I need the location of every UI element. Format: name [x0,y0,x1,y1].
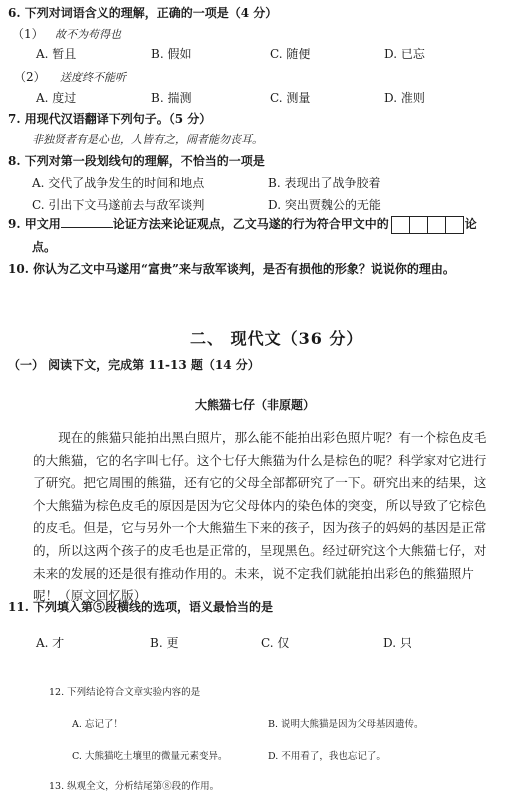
q12-option-a: A. 忘记了！ [72,719,123,730]
article-title: 大熊猫七仔（非原题） [195,398,316,412]
q6-sub2-option-d: D. 准则 [384,91,425,105]
q6-sub1-option-d: D. 已忘 [384,47,425,61]
q6-sub2-option-a: A. 度过 [36,91,77,105]
q11-stem: 11. 下列填入第⑤段横线的选项，语义最恰当的是 [8,600,274,614]
q11-option-b: B. 更 [150,636,179,650]
q11-option-a: A. 才 [36,636,65,650]
q7-stem: 7. 用现代汉语翻译下列句子。（5 分） [8,112,212,126]
q9-answer-boxes [391,216,463,234]
q8-stem: 8. 下列对第一段划线句的理解，不恰当的一项是 [8,154,265,168]
q11-option-c: C. 仅 [261,636,290,650]
q12-option-c: C. 大熊猫吃土壤里的微量元素变异。 [72,751,228,762]
answer-box [391,216,410,234]
q6-sub2-num: （2） [14,70,46,84]
q6-sub1-option-a: A. 暂且 [36,47,77,61]
q6-sub1-num: （1） [12,27,44,41]
q9-part3: 论 [464,217,477,231]
answer-box [445,216,464,234]
q8-option-c: C. 引出下文马遂前去与敌军谈判 [32,198,205,212]
q9-part2: 论证方法来论证观点，乙文马遂的行为符合甲文中的 [112,217,389,231]
q7-sentence: 非独贤者有是心也，人皆有之，闹者能勿丧耳。 [32,133,263,146]
q12-option-d: D. 不用看了，我也忘记了。 [268,751,386,762]
q10-stem: 10. 你认为乙文中马遂用“富贵”来与敌军谈判，是否有损他的形象？说说你的理由。 [8,262,455,276]
q9-blank-method [61,215,113,228]
q11-option-d: D. 只 [383,636,412,650]
answer-box [427,216,446,234]
q6-sub1-phrase: 故不为苟得也 [55,28,121,41]
q6-sub2-option-b: B. 揣测 [151,91,192,105]
q6-sub1-option-c: C. 随便 [270,47,311,61]
reading-header: （一） 阅读下文，完成第 11-13 题（14 分） [8,358,260,372]
q9-part4: 点。 [32,240,57,254]
q13-stem: 13. 纵观全文，分析结尾第⑧段的作用。 [49,781,220,792]
q8-option-b: B. 表现出了战争胶着 [268,176,381,190]
q6-sub2-phrase: 送度终不能听 [60,71,126,84]
q12-option-b: B. 说明大熊猫是因为父母基因遗传。 [268,719,424,730]
q8-option-a: A. 交代了战争发生的时间和地点 [32,176,205,190]
q9-part1: 9. 甲文用 [8,217,61,231]
q6-sub2-option-c: C. 测量 [270,91,311,105]
q8-option-d: D. 突出贾魏公的无能 [268,198,381,212]
q9-line [8,215,477,234]
q6-stem: 6. 下列对词语含义的理解，正确的一项是（4 分） [8,6,278,20]
q12-stem: 12. 下列结论符合文章实验内容的是 [49,687,201,698]
q6-sub1-option-b: B. 假如 [151,47,192,61]
answer-box [409,216,428,234]
article-body: 现在的熊猫只能拍出黑白照片，那么能不能拍出彩色照片呢？有一个棕色皮毛的大熊猫，它的名字叫七仔。这个七仔大熊猫为什么是棕色的呢？科学家对它进行了研究。把它周围的熊猫，还有它的父母全部都研究了一下。研究出来的结果，这个大熊猫为棕色皮毛的原因是因为它父母体内的染色体的突变，所以导致了它棕色的皮毛。但是，它与另外一个大熊猫生下来的孩子，因为孩子的妈妈的基因是正常的，所以这两个孩子的皮毛也是正常的，呈现黑色。经过研究这个大熊猫七仔，对未来的发展的还是很有推动作用的。未来，说不定我们就能拍出彩色的熊猫照片呢！（原文回忆版） [33,430,487,604]
section-title: 二、 现代文（36 分） [190,329,364,348]
